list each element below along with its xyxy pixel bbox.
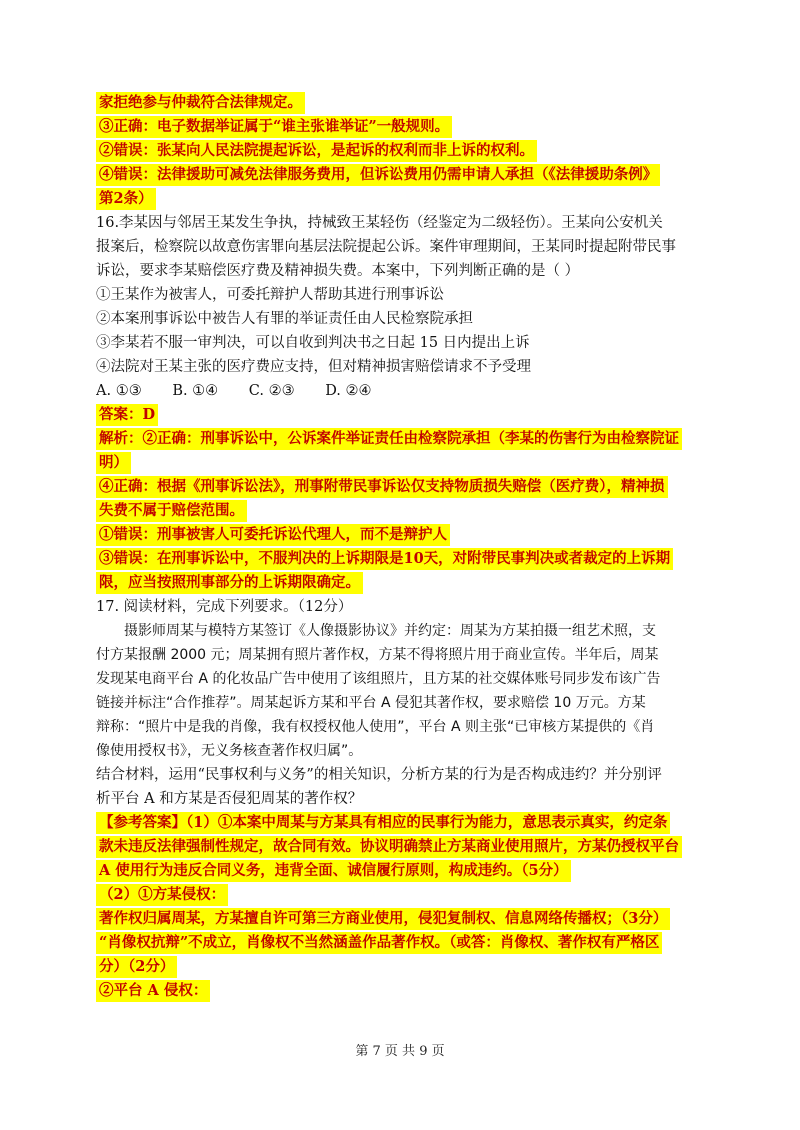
text-line-text: 结合材料，运用“民事权利与义务”的相关知识，分析方某的行为是否构成违约？并分别评 bbox=[96, 767, 662, 783]
page-footer: 第 7 页 共 9 页 bbox=[355, 1044, 445, 1059]
passage-line: 摄影师周某与模特方某签订《人像摄影协议》并约定：周某为方某拍摄一组艺术照，支 bbox=[124, 623, 656, 639]
text-line-text: A 使用行为违反合同义务，违背全面、诚信履行原则，构成违约。（5分） bbox=[96, 860, 571, 882]
text-line bbox=[96, 764, 708, 786]
option-d: D. ②④ bbox=[325, 383, 372, 399]
text-line-text: 17. 阅读材料，完成下列要求。（12分） bbox=[96, 599, 353, 615]
text-line-text: 答案：D bbox=[96, 404, 158, 426]
option-c: C. ②③ bbox=[248, 383, 295, 399]
passage-line: 付方某报酬 2000 元；周某拥有照片著作权，方某不得将照片用于商业宣传。半年后，周某 bbox=[96, 647, 659, 663]
text-line bbox=[96, 548, 708, 570]
passage-line: 像使用授权书》，无义务核查著作权归属”。 bbox=[96, 743, 363, 759]
text-line-text: 分）（2分） bbox=[96, 956, 177, 978]
text-line-text: 诉讼，要求李某赔偿医疗费及精神损失费。本案中，下列判断正确的是（ ） bbox=[96, 263, 580, 279]
text-line bbox=[96, 788, 708, 810]
text-line-text: 著作权归属周某，方某擅自许可第三方商业使用，侵犯复制权、信息网络传播权；（3分） bbox=[96, 908, 670, 930]
text-line-text: （2）①方某侵权： bbox=[96, 884, 228, 906]
text-line bbox=[96, 308, 708, 330]
answer-block-15 bbox=[96, 92, 708, 378]
passage-line: 链接并标注“合作推荐”。周某起诉方某和平台 A 侵犯其著作权，要求赔偿 10 万元。方某 bbox=[96, 695, 646, 711]
text-line-text: 款未违反法律强制性规定，故合同有效。协议明确禁止方某商业使用照片，方某仍授权平台 bbox=[96, 836, 682, 858]
text-line bbox=[96, 164, 708, 186]
text-line bbox=[96, 860, 708, 882]
text-line bbox=[96, 236, 708, 258]
text-line bbox=[96, 572, 708, 594]
answer-block-16 bbox=[96, 404, 708, 618]
text-line bbox=[96, 884, 708, 906]
text-line-text: ②错误：张某向人民法院提起诉讼，是起诉的权利而非上诉的权利。 bbox=[96, 140, 537, 162]
text-line bbox=[96, 908, 708, 930]
text-line-text: 失费不属于赔偿范围。 bbox=[96, 500, 247, 522]
text-line bbox=[96, 284, 708, 306]
text-line-text: ④错误：法律援助可减免法律服务费用，但诉讼费用仍需申请人承担（《法律援助条例》 bbox=[96, 164, 660, 186]
text-line bbox=[96, 188, 708, 210]
text-line-text: 第2条） bbox=[96, 188, 156, 210]
text-line bbox=[96, 812, 708, 834]
text-line-text: 解析：②正确：刑事诉讼中，公诉案件举证责任由检察院承担（李某的伤害行为由检察院证 bbox=[96, 428, 682, 450]
text-line bbox=[96, 596, 708, 618]
text-line bbox=[96, 956, 708, 978]
text-line bbox=[96, 932, 708, 954]
text-line-text: 【参考答案】（1）①本案中周某与方某具有相应的民事行为能力，意思表示真实，约定条 bbox=[96, 812, 670, 834]
text-line bbox=[96, 356, 708, 378]
text-line-text: 析平台 A 和方某是否侵犯周某的著作权？ bbox=[96, 791, 363, 807]
option-a: A. ①③ bbox=[96, 383, 142, 399]
text-line bbox=[96, 332, 708, 354]
option-b: B. ①④ bbox=[172, 383, 219, 399]
text-line-text: “肖像权抗辩”不成立，肖像权不当然涵盖作品著作权。（或答：肖像权、著作权有严格区 bbox=[96, 932, 662, 954]
passage-line: 辩称：“照片中是我的肖像，我有权授权他人使用”，平台 A 则主张“已审核方某提供的《肖 bbox=[96, 719, 655, 735]
text-line-text: ①王某作为被害人，可委托辩护人帮助其进行刑事诉讼 bbox=[96, 287, 444, 303]
text-line-text: 限，应当按照刑事部分的上诉期限确定。 bbox=[96, 572, 363, 594]
text-line bbox=[96, 92, 708, 114]
question-16-options bbox=[96, 380, 708, 402]
text-line-text: 家拒绝参与仲裁符合法律规定。 bbox=[96, 92, 305, 114]
passage-line: 发现某电商平台 A 的化妆品广告中使用了该组照片，且方某的社交媒体账号同步发布该广告 bbox=[96, 671, 661, 687]
question-17-passage bbox=[96, 620, 708, 762]
text-line-text: ②本案刑事诉讼中被告人有罪的举证责任由人民检察院承担 bbox=[96, 311, 473, 327]
text-line bbox=[96, 980, 708, 1002]
text-line-text: 明） bbox=[96, 452, 131, 474]
text-line bbox=[96, 500, 708, 522]
text-line bbox=[96, 476, 708, 498]
text-line bbox=[96, 116, 708, 138]
page-content bbox=[96, 92, 708, 1004]
question-17-answer bbox=[96, 764, 708, 1002]
text-line bbox=[96, 260, 708, 282]
text-line-text: ④正确：根据《刑事诉讼法》，刑事附带民事诉讼仅支持物质损失赔偿（医疗费），精神损 bbox=[96, 476, 668, 498]
text-line-text: 16.李某因与邻居王某发生争执，持械致王某轻伤（经鉴定为二级轻伤）。王某向公安机关 bbox=[96, 215, 663, 231]
text-line bbox=[96, 452, 708, 474]
text-line-text: ③正确：电子数据举证属于“谁主张谁举证”一般规则。 bbox=[96, 116, 452, 138]
text-line bbox=[96, 140, 708, 162]
text-line-text: ③李某若不服一审判决，可以自收到判决书之日起 15 日内提出上诉 bbox=[96, 335, 530, 351]
text-line-text: ④法院对王某主张的医疗费应支持，但对精神损害赔偿请求不予受理 bbox=[96, 359, 531, 375]
text-line-text: 报案后，检察院以故意伤害罪向基层法院提起公诉。案件审理期间，王某同时提起附带民事 bbox=[96, 239, 676, 255]
text-line-text: ③错误：在刑事诉讼中，不服判决的上诉期限是10天，对附带民事判决或者裁定的上诉期 bbox=[96, 548, 673, 570]
text-line bbox=[96, 836, 708, 858]
text-line-text: ②平台 A 侵权： bbox=[96, 980, 210, 1002]
text-line bbox=[96, 212, 708, 234]
text-line bbox=[96, 524, 708, 546]
text-line-text: ①错误：刑事被害人可委托诉讼代理人，而不是辩护人 bbox=[96, 524, 450, 546]
text-line bbox=[96, 404, 708, 426]
text-line bbox=[96, 428, 708, 450]
